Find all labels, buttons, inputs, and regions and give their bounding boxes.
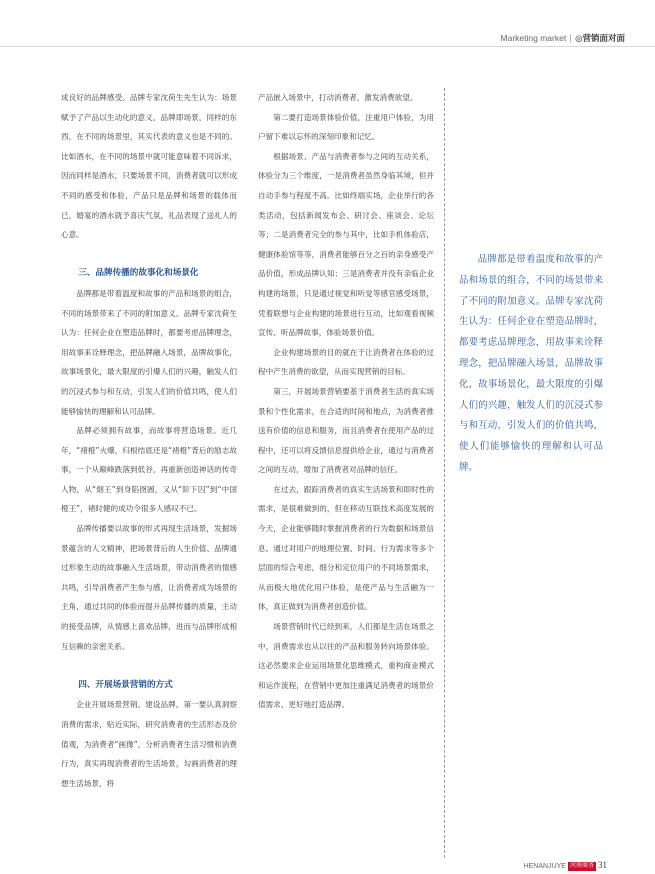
article-column-2	[258, 88, 434, 715]
spacer	[61, 656, 237, 676]
pull-quote: 品牌都是带着温度和故事的产品和场景的组合，不同的场景带来了不同的附加意义。品牌专家沈荷生认为：任何企业在塑造品牌时，都要考虑品牌理念，用故事来诠释理念，把品牌融入场景，品牌故事化，故事场景化，最大限度的引爆人们的兴趣，触发人们的沉浸式参与和互动，引发人们的价值共鸣，使人们能够愉快的理解和认可品牌。	[459, 254, 603, 473]
page-number: 31	[598, 860, 607, 870]
header-rule	[0, 46, 655, 47]
paragraph: 品牌传播要以故事的形式再现生活场景，发掘场景蕴含的人文精神，把场景背后的人生价值、品牌通过形象生动的故事融入生活场景，带动消费者的情感共鸣，引导消费者产生参与感，让消费者成为场景的主角，通过共同的体验而提升品牌传播的质量，主动的接受品牌，从情感上喜欢品牌，进而与品牌形成相互信赖的亲密关系。	[61, 524, 237, 651]
paragraph: 产品嵌入场景中，打动消费者，激发消费欲望。	[258, 93, 418, 102]
section-separator: |	[569, 34, 573, 44]
paragraph: 品牌必须拥有故事，而故事将营造场景。近几年，“褚橙”火爆，归根结底还是“褚橙”背后的励志故事，一个从巅峰跌落到低谷，再重新创造神话的传奇人物，从“烟王”到身陷囹圄，又从“阶下囚”到“中国橙王”，褚时健的成功令很多人感叹不已。	[61, 426, 237, 514]
column-divider	[444, 88, 445, 858]
page-footer	[524, 859, 607, 871]
paragraph: 第三，开展场景营销要基于消费者生活的真实场景和个性化需求，在合适的时间和地点，为消费者推送有价值的信息和服务，而且消费者在使用产品的过程中，还可以将反馈信息提供给企业，通过与消费者之间的互动，增加了消费者对品牌的信任。	[258, 386, 434, 475]
paragraph: 在过去，跟踪消费者的真实生活场景和即时性的需求，是很难做到的，但在移动互联技术高度发展的今天，企业能够随时掌握消费者的行为数据和场景信息。通过对用户的地理位置、时间、行为需求等多个层面的综合考虑，细分和定位用户的不同场景需求，从而极大地优化用户体验，是使产品与生活融为一体，真正做到为消费者创造价值。	[258, 484, 434, 612]
paragraph: 第二要打造场景体验价值，注重用户体验，为用户留下难以忘怀的深刻印象和记忆。	[258, 112, 434, 142]
paragraph: 根据场景、产品与消费者参与之间的互动关系，体验分为三个维度，一是消费者虽然身临其境，但并自动手参与程度不高。比如终端实场，企业举行的各类活动，包括新闻发布会、研讨会、座谈会、论坛等；二是消费者完全的参与其中，比如手机体验店，健康体验馆等等，消费者能够百分之百的亲身感受产品价值，形成品牌认知；三是消费者并没有亲临企业构建的场景，只是通过视觉和听觉等感官感受场景，凭着联想与企业构建的场景进行互动，比如观看视频宣传、听品牌故事，体验场景价值。	[258, 151, 434, 338]
paragraph: 企业构建场景的目的就在于让消费者在体验的过程中产生消费的欲望，从而实现营销的目标。	[258, 347, 434, 377]
paragraph: 成良好的品牌感受。品牌专家沈荷生先生认为：场景赋予了产品以生动化的意义，品牌即场景，同样的东西，在不同的场景里，其实代表的意义也是不同的。比如酒水，在不同的场景中就可能意味着不同诉求，因而同样是酒水，只要场景不同，消费者就可以形成不同的感受和体验，产品只是品牌和场景的载体而已，婚宴的酒水就予喜庆气氛，礼品表现了送礼人的心意。	[61, 93, 237, 240]
section-label-en: Marketing market	[500, 33, 567, 43]
section-heading-4: 四、开展场景营销的方式	[78, 679, 173, 690]
paragraph: 企业开展场景营销、建设品牌。第一要认真洞察消费的需求，贴近实际，研究消费者的生活形态及价值观，为消费者“画像”，分析消费者生活习惯和消费行为，真实再现消费者的生活场景，勾画消费者的理想生活场景，将	[61, 700, 237, 788]
page-header	[0, 32, 655, 48]
paragraph: 场景营销时代已经到来，人们都是生活在场景之中，消费需求也从以往的产品和服务转向场景体验。这必然要求企业运用场景化思维模式，重构商业模式和运作流程，在营销中更加注重满足消费者的场景价值需求、更好地打造品牌。	[258, 622, 434, 710]
paragraph: 品牌都是带着温度和故事的产品和场景的组合，不同的场景带来了不同的附加意义。品牌专家沈荷生认为：任何企业在塑造品牌时，都要考虑品牌理念，用故事来诠释理念，把品牌融入场景，品牌故事化，故事场景化，最大限度的引爆人们的兴趣，触发人们的沉浸式参与和互动，引发人们的价值共鸣，使人们能够愉快的理解和认可品牌。	[61, 288, 237, 416]
magazine-name: HENANJUYE	[523, 863, 566, 870]
spacer	[61, 245, 237, 265]
article-column-1	[61, 88, 237, 793]
section-label	[501, 32, 625, 45]
section-heading-3: 三、品牌传播的故事化和场景化	[78, 268, 199, 279]
section-label-zh: ◎营销面对面	[575, 34, 625, 44]
magazine-badge: 河南商务	[569, 862, 594, 869]
